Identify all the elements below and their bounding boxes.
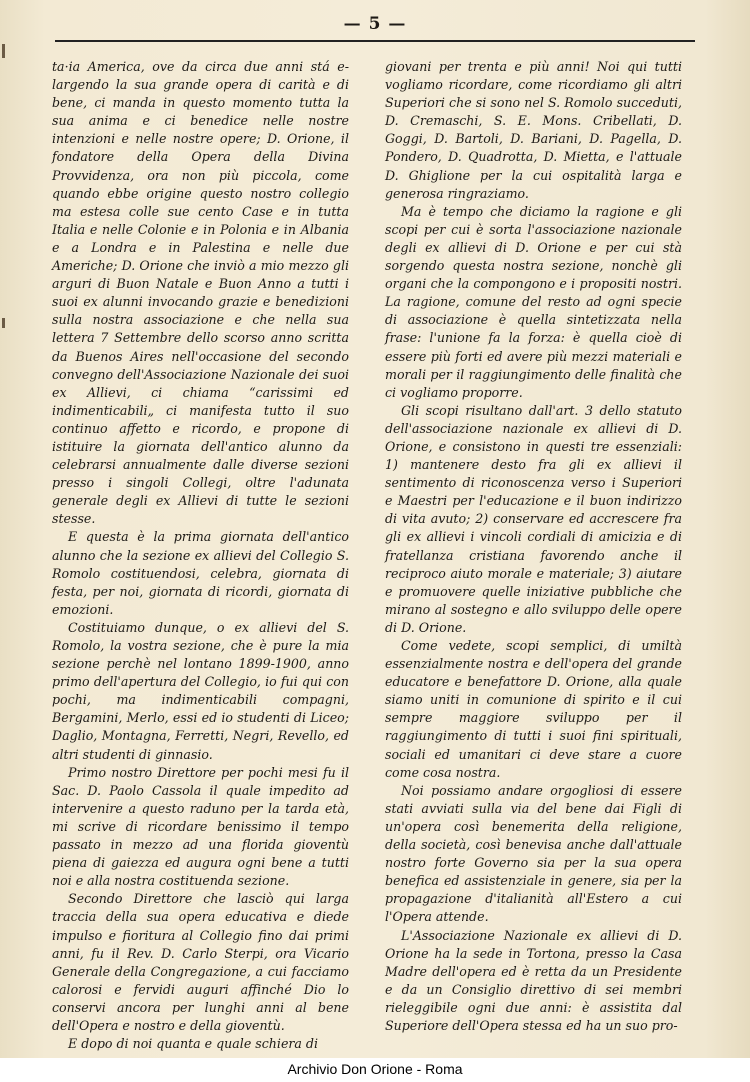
paragraph: Secondo Direttore che lasciò qui larga traccia della sua opera educativa e diede impulso e fioritura al Collegio fino dai primi anni, fu il Rev. D. Carlo Sterpi, ora Vicario Generale della Congregazione, a cui facciamo calorosi e fervidi auguri affinché Dio lo conservi ancora per lunghi anni al bene dell'Opera e nostro e della gioventù. [52,891,349,1033]
archive-footer: Archivio Don Orione - Roma [0,1058,750,1082]
header-rule [55,40,695,42]
paragraph: E questa è la prima giornata dell'antico alunno che la sezione ex allievi del Collegio S. Romolo costituendosi, celebra, giornata di festa, per noi, giornata di ricordi, giornata di emozioni. [52,529,349,617]
paragraph: Noi possiamo andare orgogliosi di essere stati avviati sulla via del bene dai Figli di un'opera così benemerita della religione, della società, così benevisa anche dall'attuale nostro forte Governo sia per la sua opera benefica ed assistenziale in genere, sia per la propagazione d'italianità all'Estero a cui l'Opera attende. [385,782,682,925]
margin-mark [2,44,5,58]
paragraph: ta·ia America, ove da circa due anni stá e-largendo la sua grande opera di carità e di bene, ci manda in questo momento tutta la sua anima e ci benedice nelle nostre intenzioni e nelle nostre opere; D. Orione, il fondatore della Opera della Divina Provvidenza, ora non più piccola, come quando ebbe origine questo nostro collegio ma estesa colle sue cento Case e in tutta Italia e nelle Colonie e in Polonia e in Albania e a Londra e in Palestina e nelle due Americhe; D. Orione che inviò a mio mezzo gli arguri di Buon Natale e Buon Anno a tutti i suoi ex alunni invocando grazie e benedizioni sulla nostra associazione e che nella sua lettera 7 Settembre dello scorso anno scritta da Buenos Aires nell'occasione del secondo convegno dell'Associazione Nazionale dei suoi ex Allievi, ci chiama “carissimi ed indimenticabili„ ci manifesta tutto il suo continuo affetto e ricordo, e propone di istituire la giornata dell'antico alunno da celebrarsi annualmente dalle diverse sezioni presso i singoli Collegi, oltre l'adunata generale degli ex Allievi di tutte le sezioni stesse. [52,59,349,527]
paragraph: Primo nostro Direttore per pochi mesi fu il Sac. D. Paolo Cassola il quale impedito ad intervenire a questo raduno per la tarda età, mi scrive di ricordare benissimo il tempo passato in mezzo ad una florida gioventù piena di gaiezza ed augura ogni bene a tutti noi e alla nostra costituenda sezione. [52,764,349,889]
paragraph: L'Associazione Nazionale ex allievi di D. Orione ha la sede in Tortona, presso la Casa Madre dell'opera ed è retta da un Presidente e da un Consiglio direttivo di sei membri rieleggibile ogni due anni: è assistita dal Superiore dell'Opera stessa ed ha un suo pro- [385,927,682,1033]
paragraph: Come vedete, scopi semplici, di umiltà essenzialmente nostra e dell'opera del grande educatore e benefattore D. Orione, alla quale siamo uniti in comunione di spirito e il cui sempre maggiore sviluppo per il raggiungimento di tutti i suoi fini spirituali, sociali ed umanitari ci deve stare a cuore come cosa nostra. [385,638,682,780]
paragraph: Ma è tempo che diciamo la ragione e gli scopi per cui è sorta l'associazione nazionale degli ex allievi di D. Orione e per cui stà sorgendo questa nostra sezione, nonchè gli organi che la compongono e i propositi nostri. La ragione, comune del resto ad ogni specie di associazione è quella sintetizzata nella frase: l'unione fa la forza: è quella cioè di essere più forti ed avere più mezzi materiali e morali per il raggiungimento delle finalità che ci vogliamo proporre. [385,203,682,400]
paragraph: Costituiamo dunque, o ex allievi del S. Romolo, la vostra sezione, che è pure la mia sezione perchè nel lontano 1899-1900, anno primo dell'apertura del Collegio, io fui qui con pochi, ma indimenticabili compagni, Bergamini, Merlo, essi ed io studenti di Liceo; Daglio, Montagna, Ferretti, Negri, Revello, ed altri studenti di ginnasio. [52,619,349,762]
paragraph: E dopo di noi quanta e quale schiera di [68,1036,319,1052]
margin-mark [2,318,5,328]
page-number: — 5 — [343,14,407,34]
paragraph: Gli scopi risultano dall'art. 3 dello statuto dell'associazione nazionale ex allievi di D. Orione, e consistono in questi tre essenziali: 1) mantenere desto fra gli ex allievi il sentimento di riconoscenza verso i Superiori e Maestri per l'educazione e il buon indirizzo di vita avuto; 2) conservare ed accrescere fra gli ex allievi i vincoli cordiali di amicizia e di fratellanza cristiana favorendo anche il reciproco aiuto morale e materiale; 3) aiutare e promuovere quelle iniziative pubbliche che mirano al sostegno e allo sviluppo delle opere di D. Orione. [385,402,682,635]
left-column [52,58,349,1053]
paragraph: giovani per trenta e più anni! Noi qui tutti vogliamo ricordare, come ricordiamo gli altri Superiori che si sono nel S. Romolo succeduti, D. Cremaschi, S. E. Mons. Cribellati, D. Goggi, D. Bartoli, D. Bariani, D. Pagella, D. Pondero, D. Quadrotta, D. Mietta, e l'attuale D. Ghiglione per la cui ospitalità larga e generosa ringraziamo. [385,59,682,201]
right-column [385,58,682,1035]
